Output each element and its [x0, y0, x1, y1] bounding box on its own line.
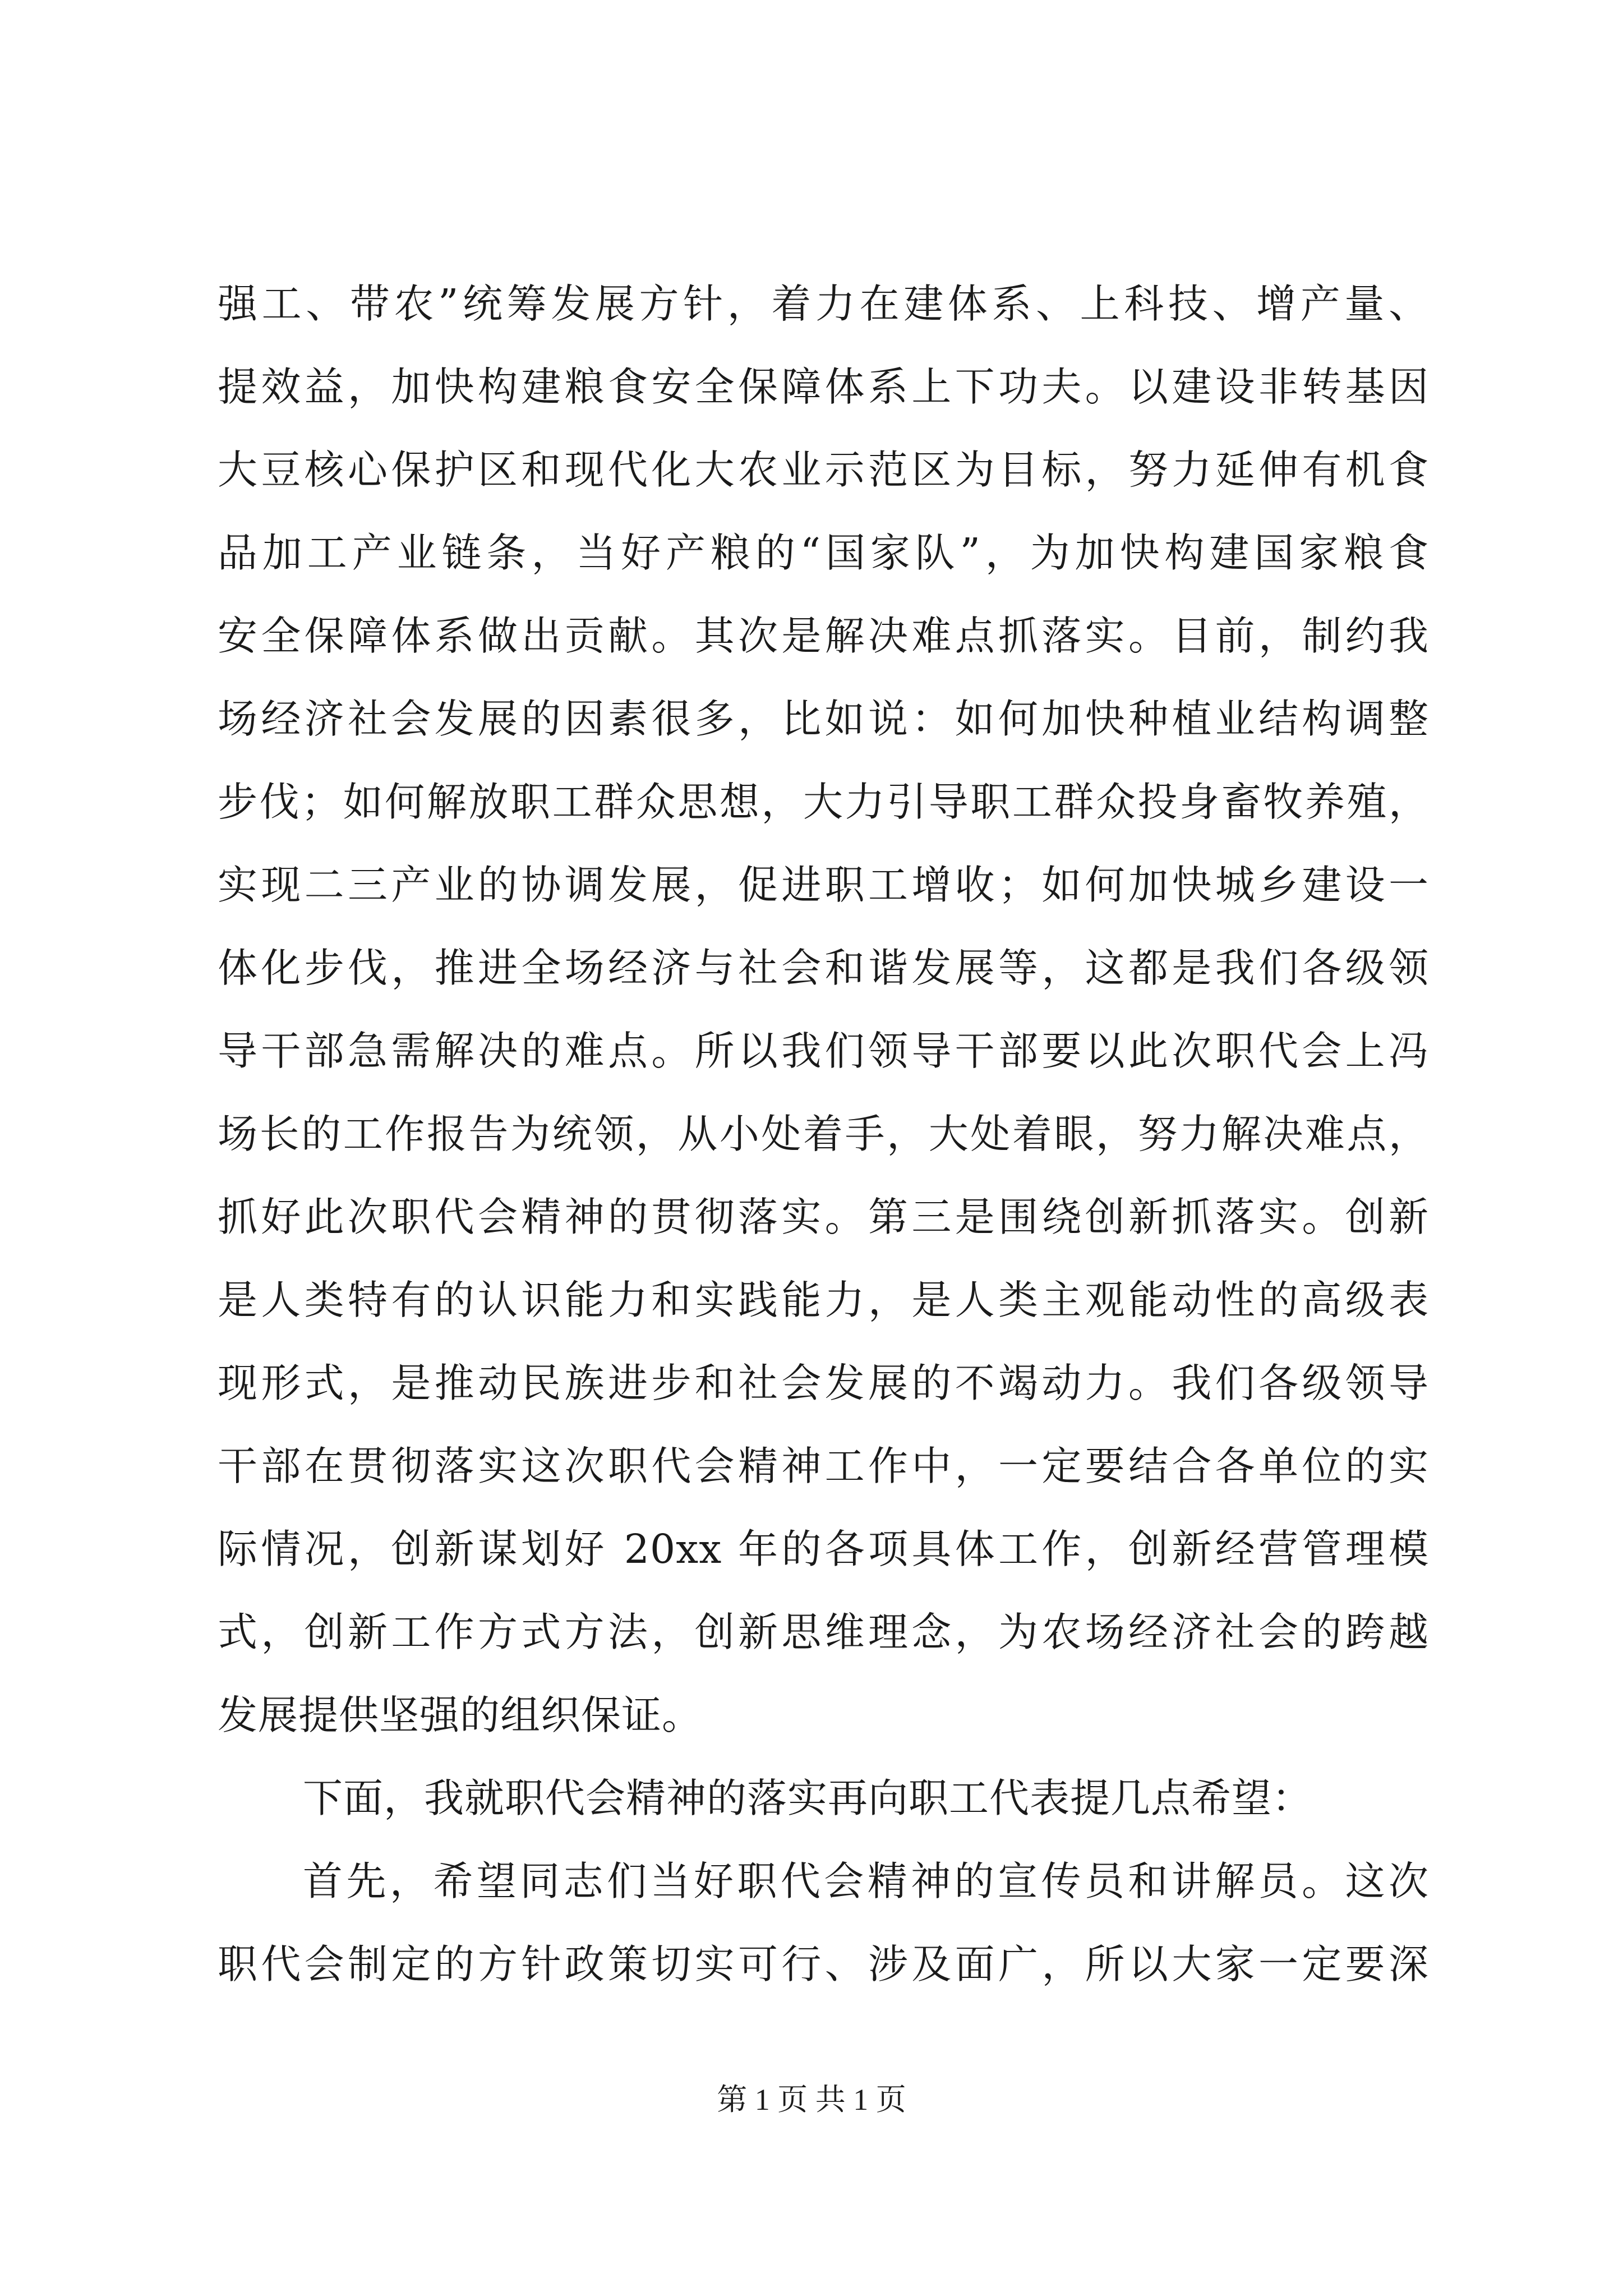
- text-line: 大豆核心保护区和现代化大农业示范区为目标，努力延伸有机食: [218, 447, 1429, 493]
- text-line: 场长的工作报告为统领，从小处着手，大处着眼，努力解决难点，: [218, 1111, 1429, 1157]
- text-line: 职代会制定的方针政策切实可行、涉及面广，所以大家一定要深: [218, 1941, 1429, 1987]
- text-line: 品加工产业链条，当好产粮的“国家队”，为加快构建国家粮食: [218, 530, 1429, 576]
- text-line: 提效益，加快构建粮食安全保障体系上下功夫。以建设非转基因: [218, 364, 1429, 410]
- text-line: 步伐；如何解放职工群众思想，大力引导职工群众投身畜牧养殖，: [218, 779, 1429, 825]
- text-line: 强工、带农”统筹发展方针，着力在建体系、上科技、增产量、: [218, 280, 1429, 327]
- text-line: 下面，我就职代会精神的落实再向职工代表提几点希望：: [303, 1775, 1313, 1821]
- text-line: 是人类特有的认识能力和实践能力，是人类主观能动性的高级表: [218, 1277, 1429, 1323]
- text-line: 安全保障体系做出贡献。其次是解决难点抓落实。目前，制约我: [218, 613, 1429, 659]
- text-line: 抓好此次职代会精神的贯彻落实。第三是围绕创新抓落实。创新: [218, 1194, 1429, 1240]
- text-line: 体化步伐，推进全场经济与社会和谐发展等，这都是我们各级领: [218, 945, 1429, 991]
- body-text: [218, 263, 1429, 2006]
- page-number: 第 1 页 共 1 页: [717, 2083, 906, 2116]
- text-line: 干部在贯彻落实这次职代会精神工作中，一定要结合各单位的实: [218, 1443, 1429, 1489]
- text-line: 场经济社会发展的因素很多，比如说：如何加快种植业结构调整: [218, 696, 1429, 742]
- text-line: 实现二三产业的协调发展，促进职工增收；如何加快城乡建设一: [218, 862, 1429, 908]
- text-line: 式，创新工作方式方法，创新思维理念，为农场经济社会的跨越: [218, 1609, 1429, 1655]
- text-line: 发展提供坚强的组织保证。: [218, 1692, 703, 1738]
- text-line: 际情况，创新谋划好 20xx 年的各项具体工作，创新经营管理模: [218, 1526, 1429, 1572]
- text-line: 导干部急需解决的难点。所以我们领导干部要以此次职代会上冯: [218, 1028, 1429, 1074]
- text-line: 现形式，是推动民族进步和社会发展的不竭动力。我们各级领导: [218, 1360, 1429, 1406]
- page-footer: [0, 2080, 1623, 2119]
- text-line: 首先，希望同志们当好职代会精神的宣传员和讲解员。这次: [303, 1858, 1429, 1904]
